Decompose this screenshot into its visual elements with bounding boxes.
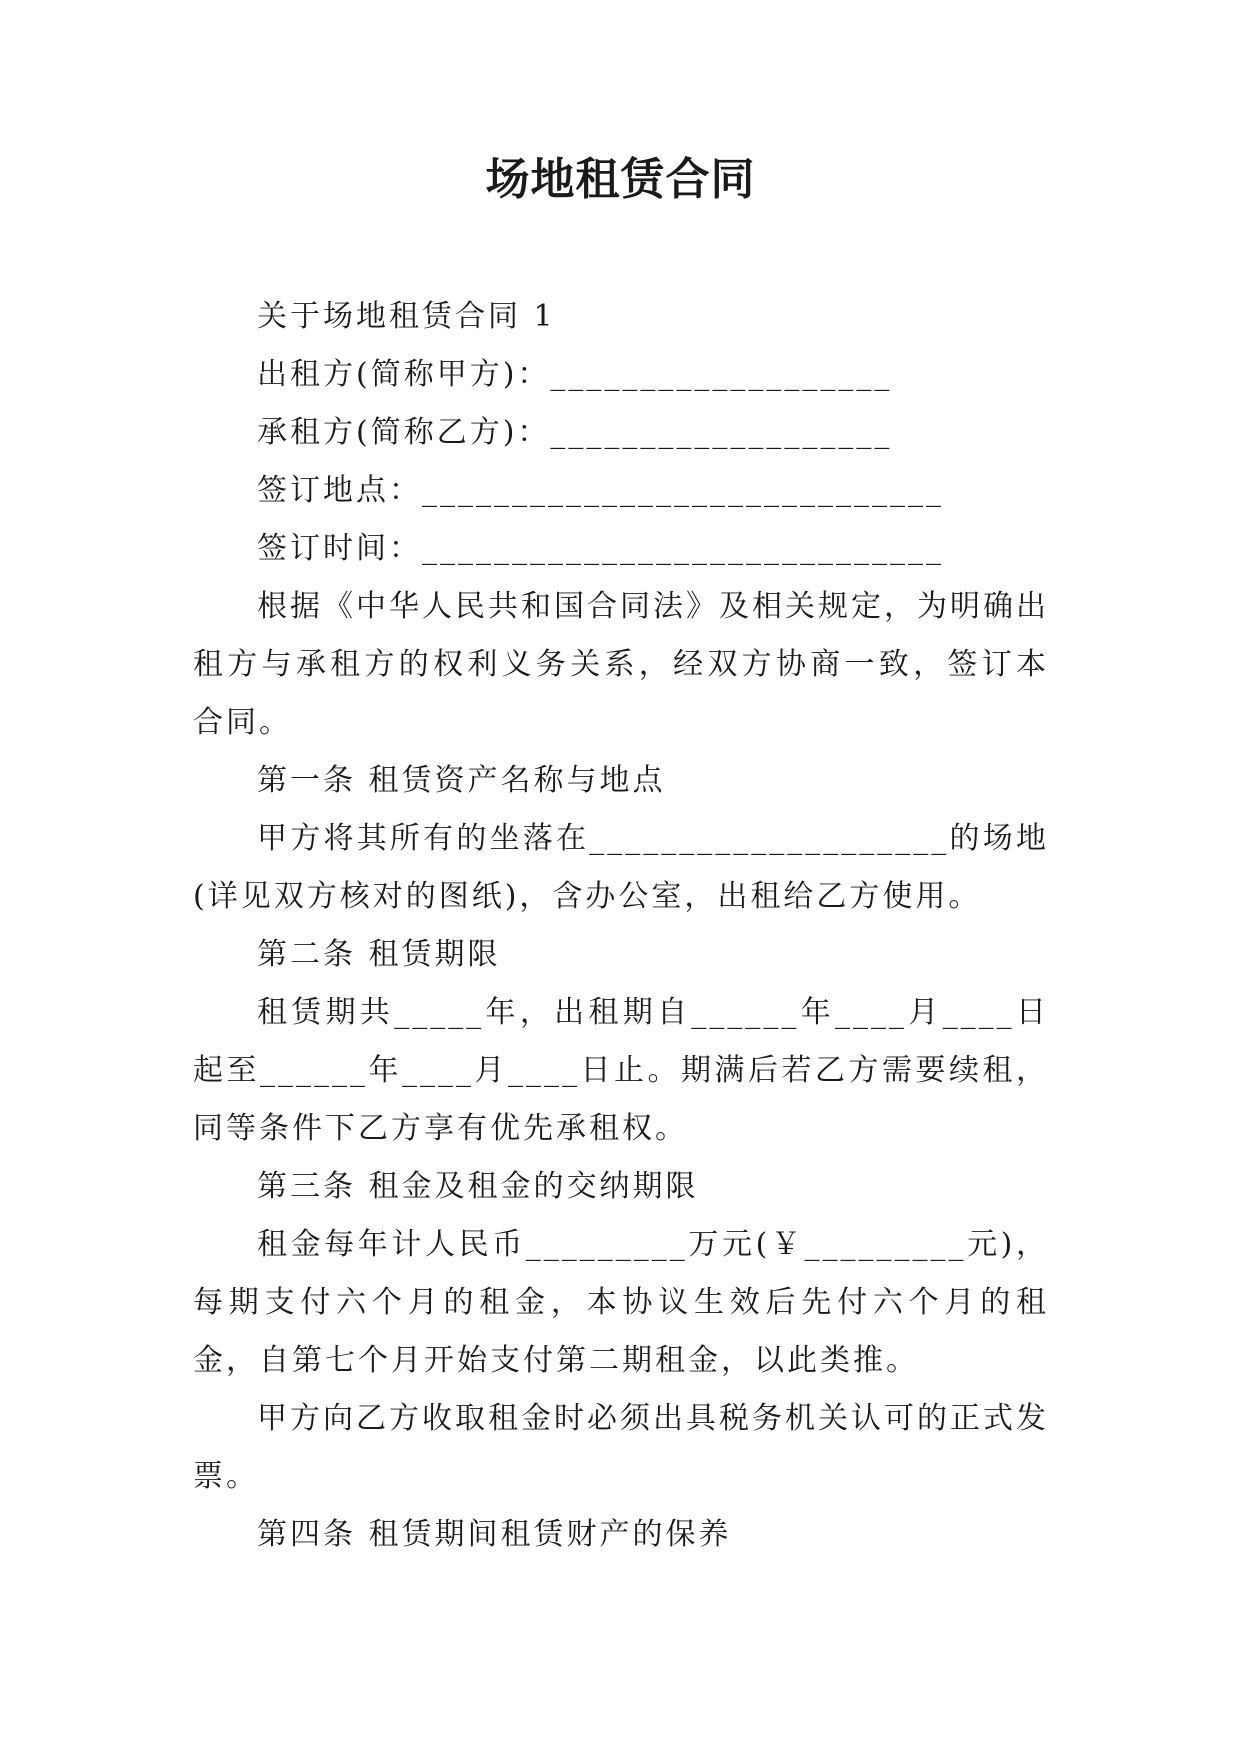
lessor-field: 出租方(简称甲方)：___________________: [257, 357, 893, 392]
lessee-field: 承租方(简称乙方)：___________________: [257, 415, 893, 450]
article-3-invoice-paragraph: 甲方向乙方收取租金时必须出具税务机关认可的正式发票。: [193, 1401, 1049, 1494]
contract-heading: 关于场地租赁合同 1: [257, 299, 556, 334]
signing-time-field: 签订时间：_____________________________: [257, 531, 944, 566]
article-3-heading: 第三条 租金及租金的交纳期限: [257, 1169, 699, 1204]
article-4-heading: 第四条 租赁期间租赁财产的保养: [257, 1517, 732, 1552]
preamble-paragraph: 根据《中华人民共和国合同法》及相关规定，为明确出租方与承租方的权利义务关系，经双方协商一致，签订本合同。: [193, 589, 1049, 740]
article-2-paragraph: 租赁期共_____年，出租期自______年____月____日起至______年____月____日止。期满后若乙方需要续租，同等条件下乙方享有优先承租权。: [193, 995, 1049, 1146]
document-title: 场地租赁合同: [485, 154, 756, 205]
article-2-heading: 第二条 租赁期限: [257, 937, 501, 972]
article-1-paragraph: 甲方将其所有的坐落在____________________的场地(详见双方核对的图纸)，含办公室，出租给乙方使用。: [193, 821, 1049, 914]
signing-place-field: 签订地点：_____________________________: [257, 473, 944, 508]
article-3-paragraph: 租金每年计人民币_________万元(￥_________元)，每期支付六个月的租金，本协议生效后先付六个月的租金，自第七个月开始支付第二期租金，以此类推。: [193, 1227, 1049, 1378]
document-body: [193, 288, 1049, 1564]
article-1-heading: 第一条 租赁资产名称与地点: [257, 763, 666, 798]
